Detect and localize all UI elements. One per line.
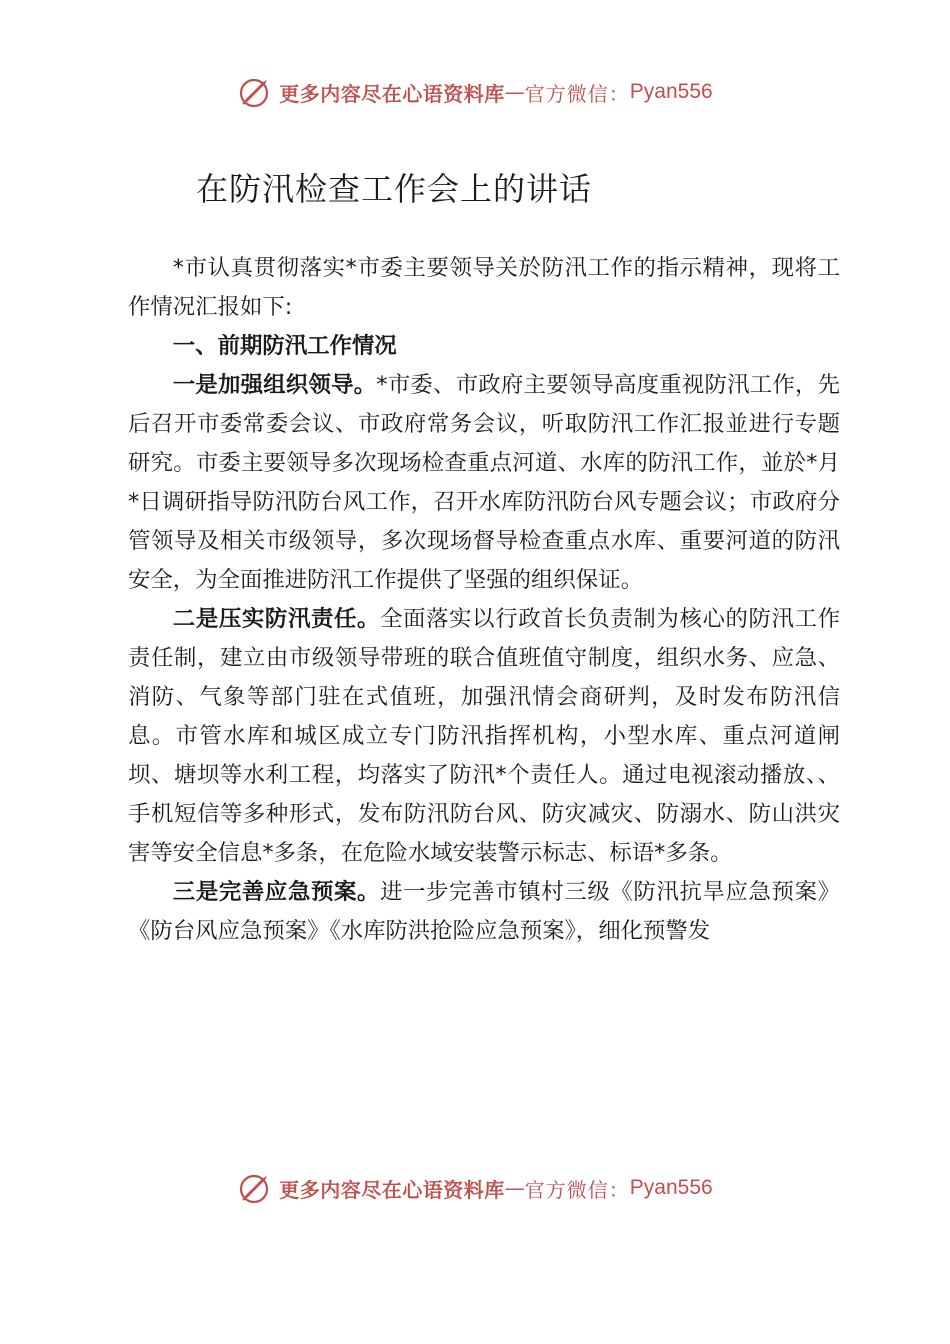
header-banner [0, 70, 950, 114]
banner-label: 官方微信： [524, 1177, 630, 1202]
point2-paragraph [128, 600, 840, 873]
banner-label: 官方微信： [524, 81, 630, 106]
point3-text: 进一步完善市镇村三级《防汛抗旱应急预案》《防台风应急预案》《水库防洪抢险应急预案》，细化预警发 [128, 879, 841, 944]
banner-text: 更多内容尽在心语资料库 [279, 81, 505, 106]
section1-heading: 一、前期防汛工作情况 [172, 333, 397, 359]
page-title: 在防汛检查工作会上的讲话 [196, 170, 593, 208]
point1-paragraph [128, 366, 840, 600]
point1-text: *市委、市政府主要领导高度重视防汛工作，先后召开市委常委会议、市政府常务会议，听取防汛工作汇报並进行专题研究。市委主要领导多次现场检查重点河道、水库的防汛工作，並於*月*日调研指导防汛防台风工作，召开水库防汛防台风专题会议；市政府分管领导及相关市级领导，多次现场督导检查重点水库、重要河道的防汛安全，为全面推进防汛工作提供了坚强的组织保证。 [128, 372, 840, 593]
point2-text: 全面落实以行政首长负责制为核心的防汛工作责任制，建立由市级领导带班的联合值班值守制度，组织水务、应急、消防、气象等部门驻在式值班，加强汛情会商研判，及时发布防汛信息。市管水库和城区成立专门防汛指挥机构，小型水库、重点河道闸坝、塘坝等水利工程，均落实了防汛*个责任人。通过电视滚动播放、、手机短信等多种形式，发布防汛防台风、防灾减灾、防溺水、防山洪灾害等安全信息*多条，在危险水域安装警示标志、标语*多条。 [128, 606, 841, 866]
point2-lead: 二是压实防汛责任。 [172, 606, 381, 632]
banner-wechat-id: Pyan556 [629, 80, 713, 103]
point3-lead: 三是完善应急预案。 [172, 879, 381, 905]
intro-paragraph: *市认真贯彻落实*市委主要领导关於防汛工作的指示精神，现将工作情况汇报如下: [128, 255, 840, 320]
pen-circle-logo-icon [237, 1170, 273, 1206]
banner-separator: — [504, 1176, 525, 1200]
pen-circle-logo-icon [237, 74, 273, 110]
document-body [128, 249, 840, 951]
banner-separator: — [504, 80, 525, 104]
banner-wechat-id: Pyan556 [629, 1176, 713, 1199]
point3-paragraph [128, 873, 840, 951]
banner-text: 更多内容尽在心语资料库 [279, 1177, 505, 1202]
section-heading [128, 327, 840, 366]
footer-banner [0, 1166, 950, 1210]
point1-lead: 一是加强组织领导。 [172, 372, 377, 398]
